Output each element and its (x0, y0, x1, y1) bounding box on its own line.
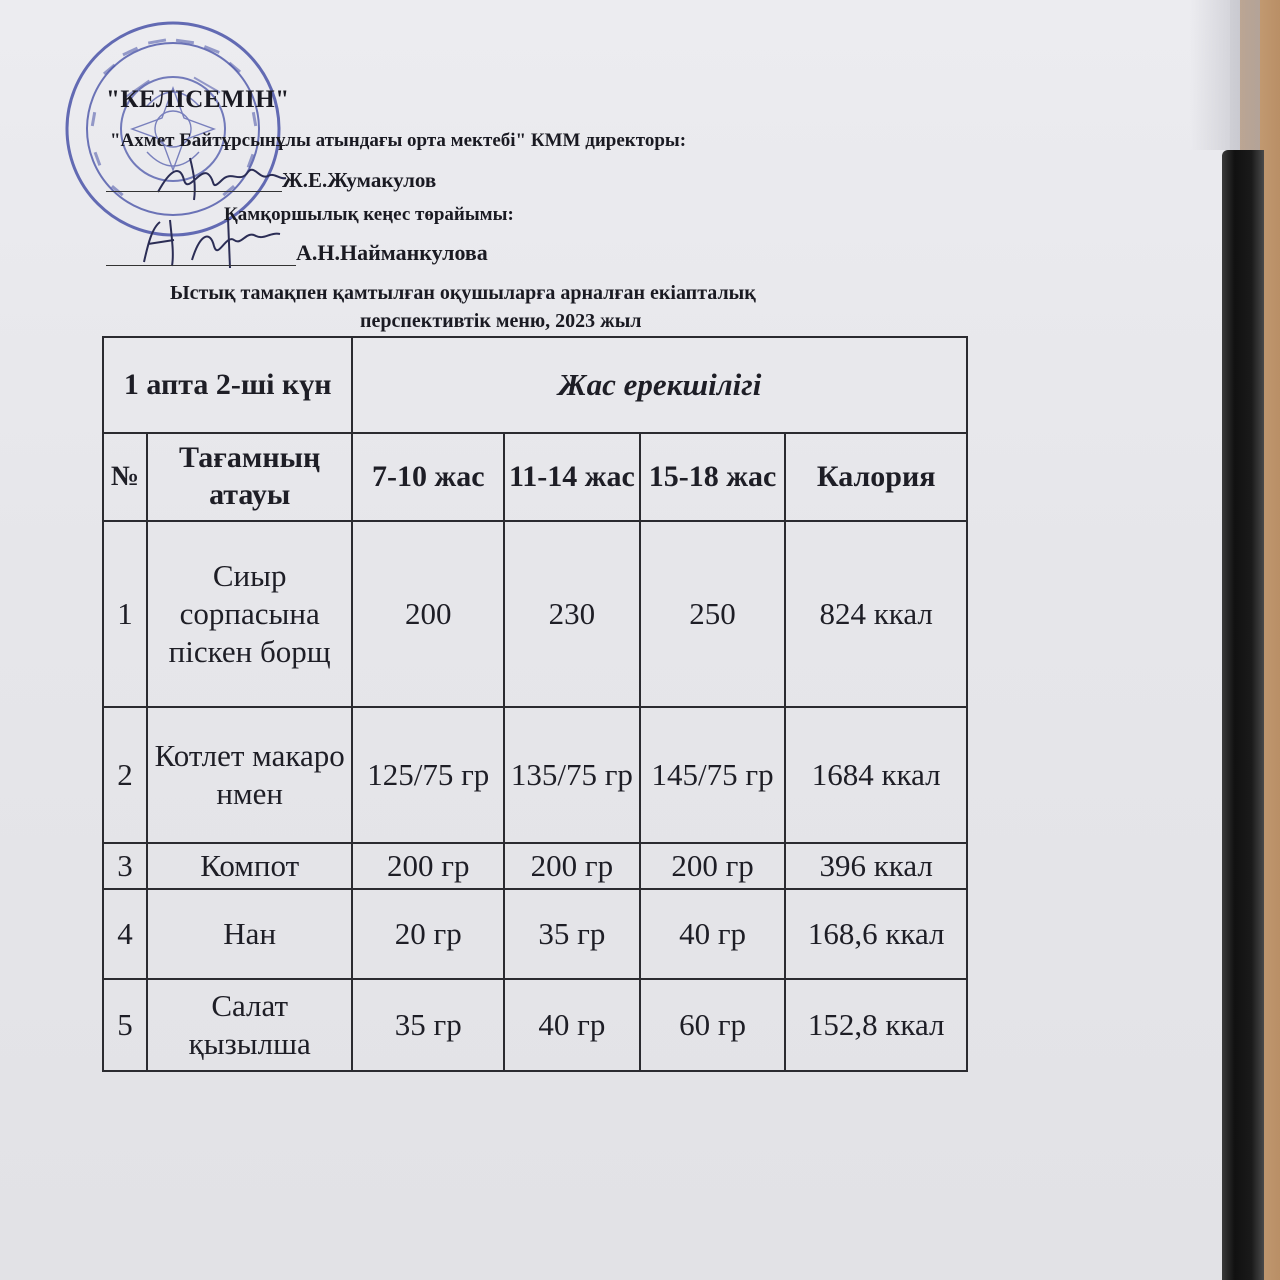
portion-11-14: 40 гр (504, 979, 640, 1071)
dish-name: Нан (147, 889, 353, 979)
portion-15-18: 200 гр (640, 843, 786, 889)
col-header-age-11-14: 11-14 жас (504, 433, 640, 521)
portion-15-18: 60 гр (640, 979, 786, 1071)
portion-7-10: 125/75 гр (352, 707, 504, 843)
approval-heading: "КЕЛІСЕМІН" (106, 86, 290, 113)
portion-11-14: 135/75 гр (504, 707, 640, 843)
col-header-age-7-10: 7-10 жас (352, 433, 504, 521)
dish-name: Сиыр сорпасына піскен борщ (147, 521, 353, 707)
director-signature-line (106, 191, 282, 192)
table-column-header-row (103, 433, 967, 521)
portion-11-14: 230 (504, 521, 640, 707)
col-header-calorie: Калория (785, 433, 967, 521)
row-number: 1 (103, 521, 147, 707)
table-row (103, 707, 967, 843)
portion-7-10: 35 гр (352, 979, 504, 1071)
calorie-value: 1684 ккал (785, 707, 967, 843)
col-header-age-15-18: 15-18 жас (640, 433, 786, 521)
black-frame-edge (1222, 150, 1264, 1280)
portion-15-18: 40 гр (640, 889, 786, 979)
row-number: 5 (103, 979, 147, 1071)
portion-15-18: 145/75 гр (640, 707, 786, 843)
col-header-num: № (103, 433, 147, 521)
row-number: 3 (103, 843, 147, 889)
menu-title-line1: Ыстық тамақпен қамтылған оқушыларға арналған екіапталық (170, 282, 756, 304)
col-header-name: Тағамның атауы (147, 433, 353, 521)
frame-shadow (1190, 0, 1260, 150)
dish-name: Компот (147, 843, 353, 889)
portion-11-14: 200 гр (504, 843, 640, 889)
director-signature (150, 150, 290, 210)
row-number: 2 (103, 707, 147, 843)
school-director-line: "Ахмет Байтұрсынұлы атындағы орта мектебі" КММ директоры: (110, 130, 687, 151)
table-row (103, 889, 967, 979)
council-chair-name: А.Н.Найманкулова (296, 240, 488, 265)
table-top-header-row (103, 337, 967, 433)
row-number: 4 (103, 889, 147, 979)
calorie-value: 168,6 ккал (785, 889, 967, 979)
calorie-value: 824 ккал (785, 521, 967, 707)
table-row (103, 979, 967, 1071)
portion-11-14: 35 гр (504, 889, 640, 979)
dish-name: Салат қызылша (147, 979, 353, 1071)
portion-7-10: 20 гр (352, 889, 504, 979)
portion-15-18: 250 (640, 521, 786, 707)
menu-table (102, 336, 968, 1072)
director-name: Ж.Е.Жумакулов (282, 168, 437, 192)
table-row (103, 843, 967, 889)
day-header-cell: 1 апта 2-ші күн (103, 337, 352, 433)
menu-title-line2: перспективтік меню, 2023 жыл (360, 310, 642, 332)
calorie-value: 396 ккал (785, 843, 967, 889)
calorie-value: 152,8 ккал (785, 979, 967, 1071)
age-header-cell: Жас ерекшілігі (352, 337, 967, 433)
dish-name: Котлет макаронмен (147, 707, 353, 843)
portion-7-10: 200 (352, 521, 504, 707)
council-title: Қамқоршылық кеңес төрайымы: (224, 204, 514, 225)
table-row (103, 521, 967, 707)
portion-7-10: 200 гр (352, 843, 504, 889)
council-signature-line (106, 265, 296, 266)
